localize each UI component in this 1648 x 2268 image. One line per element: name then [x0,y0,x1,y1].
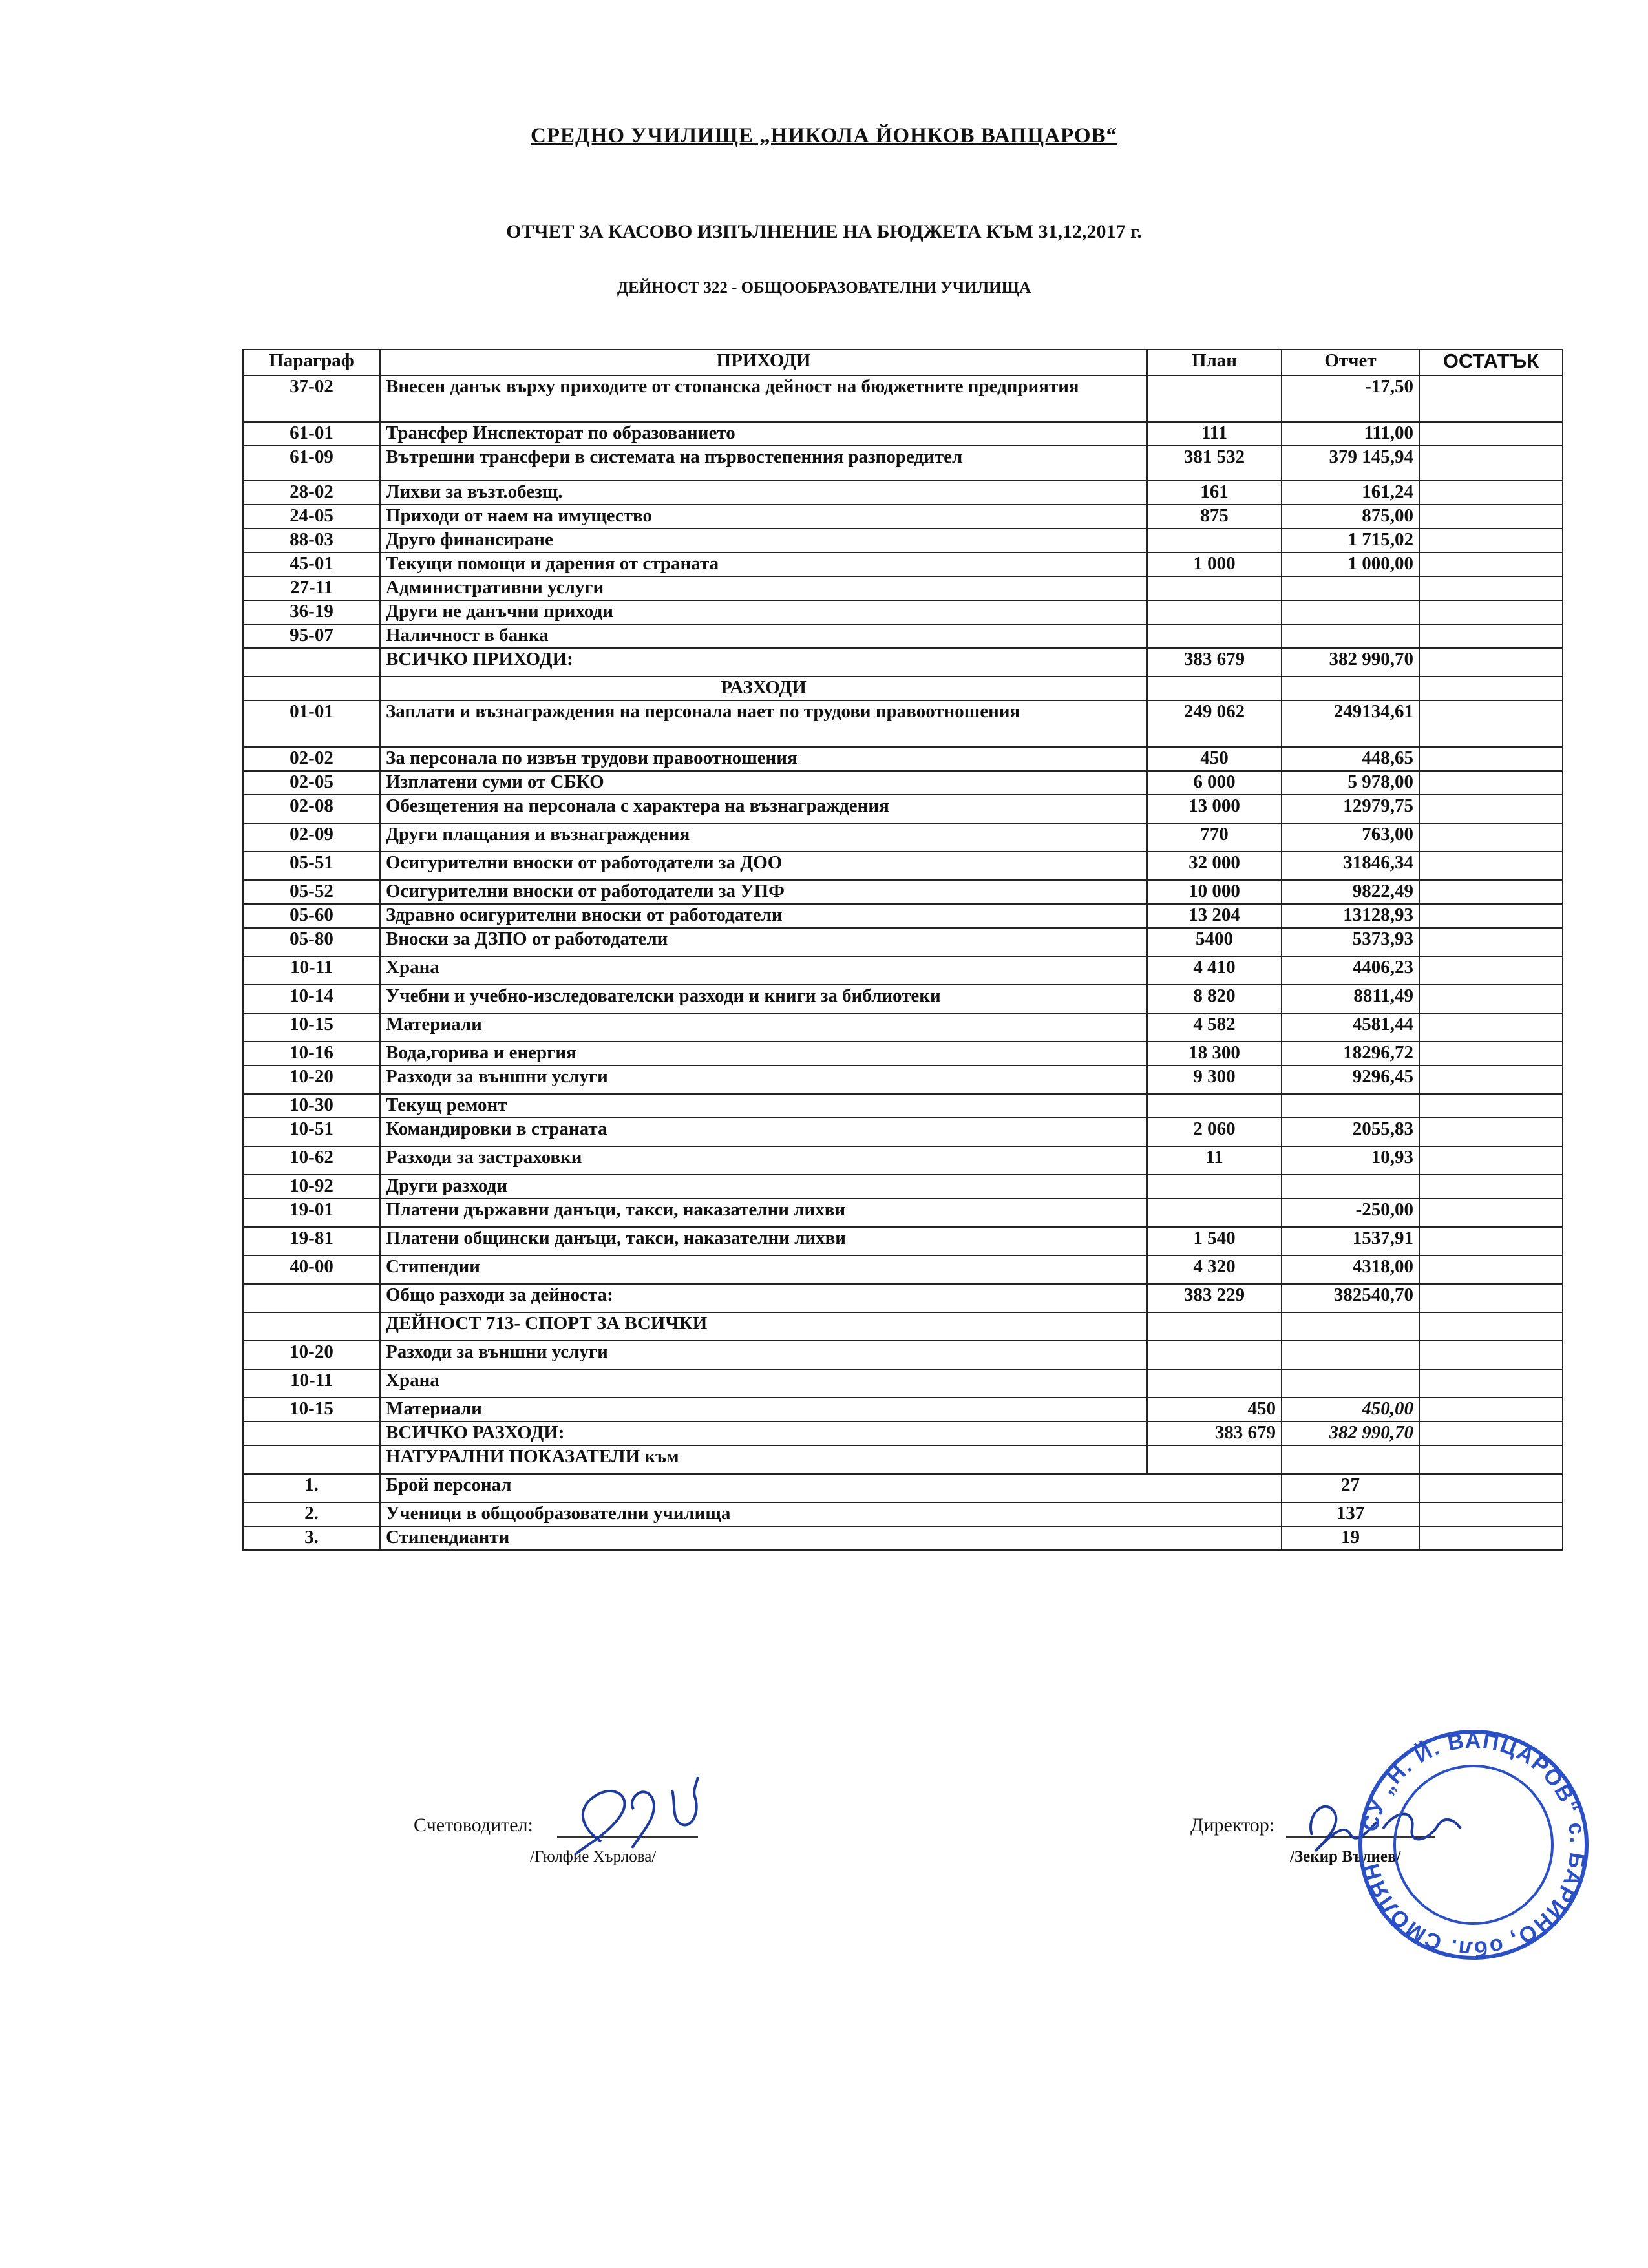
row-code [243,648,380,677]
row-report: 4581,44 [1282,1013,1419,1042]
row-code: 19-81 [243,1227,380,1255]
row-report: 379 145,94 [1282,446,1419,481]
row-value: 27 [1282,1474,1419,1502]
accountant-label: Счетоводител: [414,1814,533,1836]
row-report [1282,1341,1419,1369]
row-code: 10-11 [243,956,380,985]
row-code: 10-51 [243,1118,380,1146]
row-name: Материали [380,1013,1147,1042]
table-row [243,795,1563,823]
row-plan [1147,677,1282,700]
row-name: Други не данъчни приходи [380,600,1147,624]
row-name: Вода,горива и енергия [380,1042,1147,1066]
report-title: ОТЧЕТ ЗА КАСОВО ИЗПЪЛНЕНИЕ НА БЮДЖЕТА КЪМ 31,12,2017 г. [506,221,1142,242]
row-name: За персонала по извън трудови правоотношения [380,747,1147,771]
row-code [243,1445,380,1474]
row-plan: 6 000 [1147,771,1282,795]
table-row [243,928,1563,956]
row-code: 40-00 [243,1255,380,1284]
row-plan: 9 300 [1147,1066,1282,1094]
row-report: 18296,72 [1282,1042,1419,1066]
row-plan [1147,1369,1282,1398]
row-name: Обезщетения на персонала с характера на възнаграждения [380,795,1147,823]
row-remaining [1419,852,1563,880]
activity-total-row [243,1284,1563,1312]
row-remaining [1419,446,1563,481]
row-plan: 11 [1147,1146,1282,1175]
row-remaining [1419,375,1563,422]
row-report: 1537,91 [1282,1227,1419,1255]
table-row [243,956,1563,985]
row-code: 61-01 [243,422,380,446]
row-report: 875,00 [1282,505,1419,529]
row-report: 12979,75 [1282,795,1419,823]
row-name: Приходи от наем на имущество [380,505,1147,529]
row-remaining [1419,648,1563,677]
row-name: Материали [380,1398,1147,1422]
row-remaining [1419,529,1563,552]
row-report [1282,677,1419,700]
table-row [243,1369,1563,1398]
row-report [1282,1312,1419,1341]
expenses-header: РАЗХОДИ [380,677,1147,700]
row-remaining [1419,576,1563,600]
row-remaining [1419,481,1563,505]
row-report [1282,1445,1419,1474]
row-code: 19-01 [243,1199,380,1227]
row-report: 763,00 [1282,823,1419,852]
row-name: Осигурителни вноски от работодатели за УПФ [380,880,1147,904]
row-name: Разходи за външни услуги [380,1341,1147,1369]
income-total-row [243,648,1563,677]
row-report [1282,624,1419,648]
natural-row [243,1526,1563,1550]
row-plan: 1 000 [1147,552,1282,576]
natural-header-row [243,1445,1563,1474]
row-name: Здравно осигурителни вноски от работодатели [380,904,1147,928]
income-total-report: 382 990,70 [1282,648,1419,677]
table-row [243,505,1563,529]
row-remaining [1419,1118,1563,1146]
table-row [243,481,1563,505]
table-row [243,823,1563,852]
row-code: 36-19 [243,600,380,624]
row-remaining [1419,552,1563,576]
row-remaining [1419,771,1563,795]
row-code: 10-30 [243,1094,380,1118]
row-code: 45-01 [243,552,380,576]
expense-total-label: ВСИЧКО РАЗХОДИ: [380,1422,1147,1445]
row-plan: 4 320 [1147,1255,1282,1284]
table-row [243,771,1563,795]
row-report [1282,600,1419,624]
row-plan: 8 820 [1147,985,1282,1013]
row-report: 5373,93 [1282,928,1419,956]
row-report: 450,00 [1282,1398,1419,1422]
row-report: 161,24 [1282,481,1419,505]
row-remaining [1419,1227,1563,1255]
natural-header: НАТУРАЛНИ ПОКАЗАТЕЛИ към [380,1445,1147,1474]
row-plan [1147,1094,1282,1118]
header-plan: План [1147,350,1282,375]
row-remaining [1419,1341,1563,1369]
director-name: /Зекир Вълиев/ [1290,1848,1401,1865]
row-code: 1. [243,1474,380,1502]
row-report [1282,1094,1419,1118]
row-code: 10-62 [243,1146,380,1175]
row-name: Храна [380,1369,1147,1398]
row-plan [1147,1199,1282,1227]
row-plan: 1 540 [1147,1227,1282,1255]
header-remaining: ОСТАТЪК [1419,350,1563,375]
table-row [243,1013,1563,1042]
row-plan [1147,576,1282,600]
table-row [243,375,1563,422]
row-code: 05-52 [243,880,380,904]
row-code: 10-16 [243,1042,380,1066]
table-row [243,624,1563,648]
row-remaining [1419,1094,1563,1118]
row-name: Заплати и възнаграждения на персонала нает по трудови правоотношения [380,700,1147,747]
row-remaining [1419,505,1563,529]
row-code: 24-05 [243,505,380,529]
row-remaining [1419,1013,1563,1042]
row-plan: 161 [1147,481,1282,505]
row-code: 05-51 [243,852,380,880]
row-remaining [1419,677,1563,700]
income-total-plan: 383 679 [1147,648,1282,677]
row-plan: 32 000 [1147,852,1282,880]
row-name: Разходи за застраховки [380,1146,1147,1175]
table-row [243,576,1563,600]
accountant-signature [556,1770,724,1861]
header-income: ПРИХОДИ [380,350,1147,375]
row-code: 10-15 [243,1013,380,1042]
svg-text:СУ „Н. Й. ВАПЦАРОВ“ с. БАРИНО, [1358,1728,1590,1961]
row-name: Учебни и учебно-изследователски разходи и книги за библиотеки [380,985,1147,1013]
row-code: 27-11 [243,576,380,600]
row-code: 01-01 [243,700,380,747]
row-remaining [1419,904,1563,928]
row-name: Административни услуги [380,576,1147,600]
stamp-text: СУ „Н. Й. ВАПЦАРОВ“ с. БАРИНО, обл. СМОЛЯН [1358,1728,1590,1962]
row-plan [1147,1341,1282,1369]
row-report: 10,93 [1282,1146,1419,1175]
row-code: 88-03 [243,529,380,552]
table-row [243,1255,1563,1284]
expense-total-row [243,1422,1563,1445]
table-row [243,1175,1563,1199]
row-plan: 4 410 [1147,956,1282,985]
row-code: 02-02 [243,747,380,771]
row-plan: 4 582 [1147,1013,1282,1042]
school-name: СРЕДНО УЧИЛИЩЕ „НИКОЛА ЙОНКОВ ВАПЦАРОВ“ [530,124,1118,147]
row-remaining [1419,700,1563,747]
table-row [243,1094,1563,1118]
row-code: 10-20 [243,1066,380,1094]
row-remaining [1419,1474,1563,1502]
activity-title: ДЕЙНОСТ 322 - ОБЩООБРАЗОВАТЕЛНИ УЧИЛИЩА [617,279,1031,297]
row-code: 10-15 [243,1398,380,1422]
row-code [243,1422,380,1445]
table-row [243,1146,1563,1175]
row-remaining [1419,422,1563,446]
row-name: Изплатени суми от СБКО [380,771,1147,795]
table-row [243,1066,1563,1094]
row-name: Лихви за възт.обезщ. [380,481,1147,505]
row-remaining [1419,1284,1563,1312]
row-code: 10-92 [243,1175,380,1199]
row-remaining [1419,1042,1563,1066]
row-code: 05-60 [243,904,380,928]
row-name: Внесен данък върху приходите от стопанска дейност на бюджетните предприятия [380,375,1147,422]
row-report: 448,65 [1282,747,1419,771]
row-remaining [1419,1312,1563,1341]
row-remaining [1419,600,1563,624]
director-label: Директор: [1190,1814,1275,1836]
row-remaining [1419,1066,1563,1094]
row-code: 2. [243,1502,380,1526]
table-row [243,747,1563,771]
row-remaining [1419,956,1563,985]
row-plan: 18 300 [1147,1042,1282,1066]
row-report: 8811,49 [1282,985,1419,1013]
row-report: 5 978,00 [1282,771,1419,795]
row-remaining [1419,624,1563,648]
table-row [243,552,1563,576]
row-name: Осигурителни вноски от работодатели за ДОО [380,852,1147,880]
row-report: 31846,34 [1282,852,1419,880]
row-plan: 249 062 [1147,700,1282,747]
table-row [243,529,1563,552]
row-remaining [1419,1422,1563,1445]
header-report: Отчет [1282,350,1419,375]
row-code: 10-14 [243,985,380,1013]
row-plan [1147,1445,1282,1474]
row-code [243,677,380,700]
row-value: 137 [1282,1502,1419,1526]
table-row [243,1227,1563,1255]
row-plan: 5400 [1147,928,1282,956]
table-row [243,1199,1563,1227]
table-row [243,852,1563,880]
row-code: 37-02 [243,375,380,422]
row-remaining [1419,1526,1563,1550]
row-name: Вноски за ДЗПО от работодатели [380,928,1147,956]
row-remaining [1419,1398,1563,1422]
expense-total-plan: 383 679 [1147,1422,1282,1445]
row-report: -17,50 [1282,375,1419,422]
natural-row [243,1502,1563,1526]
row-remaining [1419,795,1563,823]
row-report: 9296,45 [1282,1066,1419,1094]
table-row [243,700,1563,747]
row-name: Вътрешни трансфери в системата на първостепенния разпоредител [380,446,1147,481]
expense-total-report: 382 990,70 [1282,1422,1419,1445]
row-report [1282,576,1419,600]
row-remaining [1419,1199,1563,1227]
activity-total-report: 382540,70 [1282,1284,1419,1312]
row-remaining [1419,985,1563,1013]
row-code: 10-20 [243,1341,380,1369]
table-row [243,600,1563,624]
expenses-header-row [243,677,1563,700]
table-header-row [243,350,1563,375]
row-remaining [1419,880,1563,904]
row-code: 3. [243,1526,380,1550]
row-name: Храна [380,956,1147,985]
sport-header: ДЕЙНОСТ 713- СПОРТ ЗА ВСИЧКИ [380,1312,1147,1341]
table-row [243,1341,1563,1369]
row-name: Текущи помощи и дарения от страната [380,552,1147,576]
row-remaining [1419,1445,1563,1474]
table-row [243,904,1563,928]
row-name: Стипендии [380,1255,1147,1284]
official-stamp [1351,1725,1596,1964]
row-report [1282,1369,1419,1398]
row-report: 249134,61 [1282,700,1419,747]
row-plan: 10 000 [1147,880,1282,904]
row-name: Разходи за външни услуги [380,1066,1147,1094]
row-code [243,1284,380,1312]
row-plan [1147,600,1282,624]
row-value: 19 [1282,1526,1419,1550]
row-plan [1147,529,1282,552]
row-report: 1 715,02 [1282,529,1419,552]
row-plan: 770 [1147,823,1282,852]
row-code: 05-80 [243,928,380,956]
row-remaining [1419,747,1563,771]
row-report: 4318,00 [1282,1255,1419,1284]
sport-header-row [243,1312,1563,1341]
row-report: 4406,23 [1282,956,1419,985]
row-report: 111,00 [1282,422,1419,446]
row-plan: 13 000 [1147,795,1282,823]
row-name: Платени държавни данъци, такси, наказателни лихви [380,1199,1147,1227]
table-row [243,985,1563,1013]
table-row [243,1042,1563,1066]
table-row [243,1118,1563,1146]
row-remaining [1419,1175,1563,1199]
row-name: Наличност в банка [380,624,1147,648]
row-code: 28-02 [243,481,380,505]
row-report: 2055,83 [1282,1118,1419,1146]
row-name: Брой персонал [380,1474,1282,1502]
row-name: Стипендианти [380,1526,1282,1550]
row-code: 02-08 [243,795,380,823]
row-name: Текущ ремонт [380,1094,1147,1118]
table-row [243,446,1563,481]
row-code: 10-11 [243,1369,380,1398]
row-name: Платени общински данъци, такси, наказателни лихви [380,1227,1147,1255]
row-plan: 450 [1147,747,1282,771]
row-remaining [1419,823,1563,852]
row-report: 9822,49 [1282,880,1419,904]
activity-total-label: Общо разходи за дейноста: [380,1284,1147,1312]
accountant-name: /Гюлфие Хърлова/ [530,1848,657,1865]
row-remaining [1419,1369,1563,1398]
row-remaining [1419,1502,1563,1526]
income-total-label: ВСИЧКО ПРИХОДИ: [380,648,1147,677]
row-code: 02-09 [243,823,380,852]
activity-total-plan: 383 229 [1147,1284,1282,1312]
row-plan: 381 532 [1147,446,1282,481]
row-remaining [1419,1146,1563,1175]
row-report [1282,1175,1419,1199]
row-name: Командировки в страната [380,1118,1147,1146]
header-paragraph: Параграф [243,350,380,375]
row-report: 13128,93 [1282,904,1419,928]
table-row [243,422,1563,446]
row-code: 95-07 [243,624,380,648]
natural-row [243,1474,1563,1502]
row-plan: 111 [1147,422,1282,446]
row-remaining [1419,928,1563,956]
row-plan: 875 [1147,505,1282,529]
row-report: 1 000,00 [1282,552,1419,576]
row-code: 02-05 [243,771,380,795]
row-name: Други разходи [380,1175,1147,1199]
row-name: Друго финансиране [380,529,1147,552]
table-row [243,1398,1563,1422]
row-plan: 2 060 [1147,1118,1282,1146]
row-code: 61-09 [243,446,380,481]
row-report: -250,00 [1282,1199,1419,1227]
row-code [243,1312,380,1341]
row-name: Трансфер Инспекторат по образованието [380,422,1147,446]
row-plan [1147,375,1282,422]
row-plan [1147,1312,1282,1341]
row-name: Ученици в общообразователни училища [380,1502,1282,1526]
row-remaining [1419,1255,1563,1284]
row-plan [1147,624,1282,648]
table-row [243,880,1563,904]
row-plan: 13 204 [1147,904,1282,928]
row-plan: 450 [1147,1398,1282,1422]
budget-table [242,349,1563,1551]
row-name: Други плащания и възнаграждения [380,823,1147,852]
row-plan [1147,1175,1282,1199]
